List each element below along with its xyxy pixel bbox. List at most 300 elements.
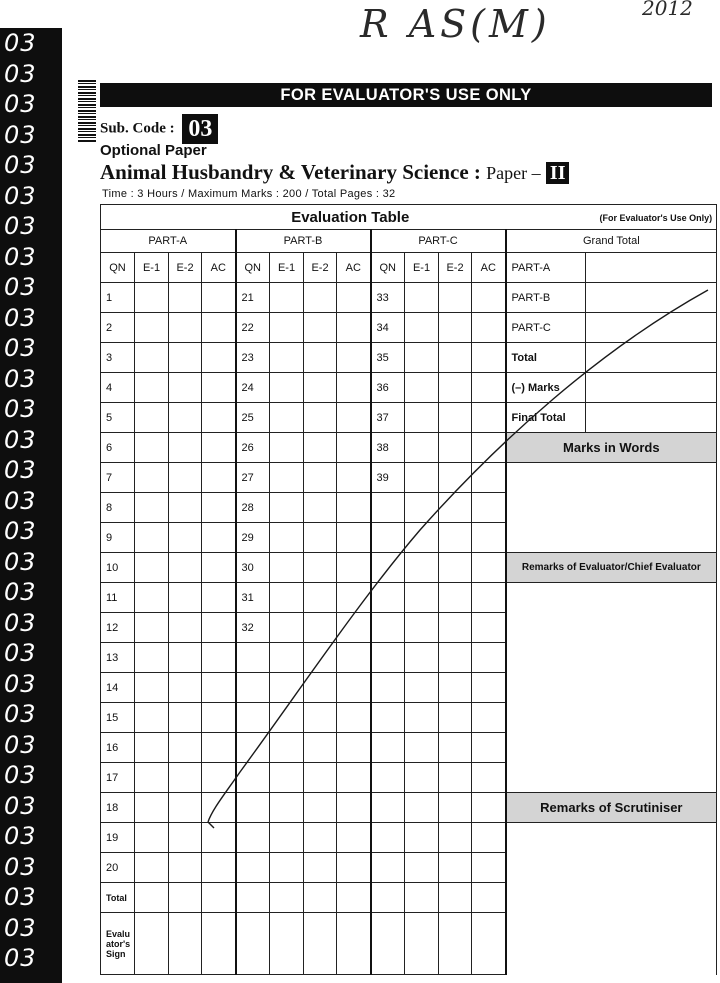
total-cell[interactable] [337, 883, 371, 913]
mark-cell-c-e1[interactable] [405, 673, 439, 703]
mark-cell-a-e2[interactable] [169, 823, 202, 853]
total-cell[interactable] [405, 883, 439, 913]
total-cell[interactable] [169, 883, 202, 913]
question-number-c [371, 853, 405, 883]
side-code: 03 [4, 395, 37, 423]
mark-cell-a-ac[interactable] [202, 313, 236, 343]
sub-code-value: 03 [182, 114, 218, 144]
mark-cell-b-ac[interactable] [337, 433, 371, 463]
mark-cell-c-e1[interactable] [405, 763, 439, 793]
question-number-b: 22 [236, 313, 270, 343]
mark-cell-a-e1[interactable] [135, 523, 169, 553]
question-number-c: 33 [371, 283, 405, 313]
mark-cell-b-e1[interactable] [270, 733, 304, 763]
barcode [78, 80, 96, 142]
mark-cell-b-e2[interactable] [304, 733, 337, 763]
mark-cell-a-e2[interactable] [169, 523, 202, 553]
total-cell[interactable] [304, 883, 337, 913]
paper-number: II [546, 162, 570, 184]
question-number-a: 4 [101, 373, 135, 403]
mark-cell-c-e1[interactable] [405, 463, 439, 493]
mark-cell-a-e1[interactable] [135, 433, 169, 463]
column-header: AC [337, 253, 371, 283]
side-code: 03 [4, 578, 37, 606]
side-code: 03 [4, 517, 37, 545]
remarks-scrutiniser-box[interactable] [506, 823, 717, 975]
mark-cell-b-e2[interactable] [304, 433, 337, 463]
mark-cell-c-e2[interactable] [439, 793, 472, 823]
question-number-a: 11 [101, 583, 135, 613]
marks-in-words-header: Marks in Words [506, 433, 717, 463]
question-number-a: 13 [101, 643, 135, 673]
mark-cell-a-e1[interactable] [135, 463, 169, 493]
mark-cell-c-e2[interactable] [439, 703, 472, 733]
mark-cell-a-e2[interactable] [169, 733, 202, 763]
sign-cell[interactable] [337, 913, 371, 975]
mark-cell-c-e2[interactable] [439, 403, 472, 433]
mark-cell-a-ac[interactable] [202, 553, 236, 583]
mark-cell-c-e2[interactable] [439, 373, 472, 403]
mark-cell-c-e1[interactable] [405, 493, 439, 523]
mark-cell-c-ac[interactable] [472, 493, 506, 523]
mark-cell-a-e2[interactable] [169, 463, 202, 493]
summary-value[interactable] [586, 253, 717, 283]
sign-cell[interactable] [439, 913, 472, 975]
mark-cell-c-e2[interactable] [439, 853, 472, 883]
mark-cell-a-e2[interactable] [169, 283, 202, 313]
mark-cell-c-e2[interactable] [439, 463, 472, 493]
sign-cell[interactable] [236, 913, 270, 975]
mark-cell-b-ac[interactable] [337, 763, 371, 793]
summary-label: Final Total [506, 403, 586, 433]
question-number-c [371, 673, 405, 703]
mark-cell-c-e1[interactable] [405, 643, 439, 673]
total-cell[interactable] [270, 883, 304, 913]
mark-cell-a-e1[interactable] [135, 703, 169, 733]
mark-cell-c-e1[interactable] [405, 343, 439, 373]
sign-cell[interactable] [304, 913, 337, 975]
mark-cell-b-ac[interactable] [337, 493, 371, 523]
mark-cell-b-ac[interactable] [337, 823, 371, 853]
question-number-b: 25 [236, 403, 270, 433]
summary-value[interactable] [586, 343, 717, 373]
mark-cell-a-ac[interactable] [202, 823, 236, 853]
question-number-a: 19 [101, 823, 135, 853]
evaluator-use-note: (For Evaluator's Use Only) [599, 212, 713, 223]
mark-cell-c-ac[interactable] [472, 643, 506, 673]
mark-cell-b-e2[interactable] [304, 553, 337, 583]
mark-cell-a-e1[interactable] [135, 583, 169, 613]
question-number-c [371, 643, 405, 673]
mark-cell-c-ac[interactable] [472, 613, 506, 643]
mark-cell-c-e2[interactable] [439, 433, 472, 463]
mark-cell-b-e2[interactable] [304, 283, 337, 313]
mark-cell-a-e2[interactable] [169, 613, 202, 643]
mark-cell-b-ac[interactable] [337, 733, 371, 763]
mark-cell-a-e1[interactable] [135, 733, 169, 763]
mark-cell-b-e2[interactable] [304, 463, 337, 493]
paper-label: Paper – [486, 163, 541, 183]
mark-cell-b-e2[interactable] [304, 673, 337, 703]
handwritten-label: R AS(M) [360, 2, 551, 46]
mark-cell-c-ac[interactable] [472, 823, 506, 853]
summary-label: (–) Marks [506, 373, 586, 403]
sign-cell[interactable] [135, 913, 169, 975]
mark-cell-b-ac[interactable] [337, 643, 371, 673]
mark-cell-c-ac[interactable] [472, 793, 506, 823]
evaluator-sign-label-line: ator's [106, 938, 131, 949]
column-header: E-2 [439, 253, 472, 283]
question-number-a: 5 [101, 403, 135, 433]
mark-cell-c-e2[interactable] [439, 823, 472, 853]
mark-cell-a-e1[interactable] [135, 313, 169, 343]
total-cell[interactable] [202, 883, 236, 913]
question-number-c: 34 [371, 313, 405, 343]
mark-cell-b-ac[interactable] [337, 373, 371, 403]
mark-cell-b-e2[interactable] [304, 493, 337, 523]
question-number-a: 16 [101, 733, 135, 763]
column-header: E-2 [304, 253, 337, 283]
mark-cell-b-ac[interactable] [337, 343, 371, 373]
mark-cell-c-e2[interactable] [439, 643, 472, 673]
mark-cell-b-ac[interactable] [337, 523, 371, 553]
side-code: 03 [4, 822, 37, 850]
summary-label: PART-C [506, 313, 586, 343]
mark-cell-c-e1[interactable] [405, 583, 439, 613]
mark-cell-a-e1[interactable] [135, 823, 169, 853]
mark-cell-b-e1[interactable] [270, 433, 304, 463]
sign-cell[interactable] [202, 913, 236, 975]
column-header: AC [472, 253, 506, 283]
question-number-c: 38 [371, 433, 405, 463]
mark-cell-c-e1[interactable] [405, 433, 439, 463]
mark-cell-a-e2[interactable] [169, 373, 202, 403]
mark-cell-b-e1[interactable] [270, 583, 304, 613]
mark-cell-b-ac[interactable] [337, 703, 371, 733]
mark-cell-b-e2[interactable] [304, 613, 337, 643]
mark-cell-c-e2[interactable] [439, 583, 472, 613]
mark-cell-c-e1[interactable] [405, 823, 439, 853]
mark-cell-b-e1[interactable] [270, 793, 304, 823]
mark-cell-b-ac[interactable] [337, 853, 371, 883]
question-number-b [236, 733, 270, 763]
mark-cell-c-e2[interactable] [439, 283, 472, 313]
mark-cell-b-ac[interactable] [337, 673, 371, 703]
mark-cell-a-ac[interactable] [202, 283, 236, 313]
mark-cell-a-e2[interactable] [169, 493, 202, 523]
mark-cell-b-e1[interactable] [270, 553, 304, 583]
mark-cell-b-e2[interactable] [304, 643, 337, 673]
mark-cell-c-ac[interactable] [472, 673, 506, 703]
mark-cell-c-e1[interactable] [405, 313, 439, 343]
mark-cell-a-e2[interactable] [169, 643, 202, 673]
mark-cell-a-e2[interactable] [169, 793, 202, 823]
mark-cell-c-e2[interactable] [439, 673, 472, 703]
mark-cell-a-ac[interactable] [202, 733, 236, 763]
side-code: 03 [4, 242, 37, 271]
mark-cell-b-e1[interactable] [270, 673, 304, 703]
mark-cell-b-ac[interactable] [337, 583, 371, 613]
question-number-a: 7 [101, 463, 135, 493]
mark-cell-c-e1[interactable] [405, 733, 439, 763]
mark-cell-b-e1[interactable] [270, 493, 304, 523]
mark-cell-c-e1[interactable] [405, 373, 439, 403]
side-code-strip [0, 28, 62, 983]
mark-cell-c-e1[interactable] [405, 703, 439, 733]
question-number-c: 39 [371, 463, 405, 493]
side-code: 03 [4, 181, 37, 210]
side-code: 03 [4, 425, 37, 454]
mark-cell-a-ac[interactable] [202, 613, 236, 643]
side-code: 03 [4, 944, 37, 972]
mark-cell-c-ac[interactable] [472, 463, 506, 493]
total-cell[interactable] [236, 883, 270, 913]
mark-cell-a-e1[interactable] [135, 673, 169, 703]
mark-cell-a-e1[interactable] [135, 613, 169, 643]
mark-cell-b-ac[interactable] [337, 613, 371, 643]
question-number-a: 1 [101, 283, 135, 313]
remarks-evaluator-box[interactable] [506, 583, 717, 793]
side-code: 03 [4, 334, 37, 362]
side-code: 03 [4, 761, 37, 789]
mark-cell-a-e1[interactable] [135, 493, 169, 523]
side-code: 03 [4, 700, 37, 728]
mark-cell-b-e2[interactable] [304, 343, 337, 373]
mark-cell-c-e2[interactable] [439, 613, 472, 643]
sign-cell[interactable] [472, 913, 506, 975]
marks-in-words-box[interactable] [506, 463, 717, 553]
mark-cell-a-ac[interactable] [202, 583, 236, 613]
mark-cell-b-e1[interactable] [270, 763, 304, 793]
mark-cell-c-ac[interactable] [472, 763, 506, 793]
summary-value[interactable] [586, 373, 717, 403]
subject-name: Animal Husbandry & Veterinary Science : [100, 160, 481, 184]
mark-cell-a-e1[interactable] [135, 763, 169, 793]
column-header: E-1 [135, 253, 169, 283]
mark-cell-a-ac[interactable] [202, 643, 236, 673]
mark-cell-c-ac[interactable] [472, 313, 506, 343]
sign-cell[interactable] [270, 913, 304, 975]
mark-cell-a-ac[interactable] [202, 433, 236, 463]
remarks-scrutiniser-header: Remarks of Scrutiniser [506, 793, 717, 823]
mark-cell-a-e2[interactable] [169, 553, 202, 583]
mark-cell-c-ac[interactable] [472, 553, 506, 583]
mark-cell-c-ac[interactable] [472, 583, 506, 613]
mark-cell-a-ac[interactable] [202, 793, 236, 823]
mark-cell-a-e1[interactable] [135, 343, 169, 373]
sub-code [100, 114, 218, 144]
mark-cell-b-e1[interactable] [270, 313, 304, 343]
mark-cell-b-e1[interactable] [270, 343, 304, 373]
mark-cell-c-e2[interactable] [439, 313, 472, 343]
question-number-a: 12 [101, 613, 135, 643]
question-number-b [236, 643, 270, 673]
optional-paper-label: Optional Paper [100, 142, 207, 159]
mark-cell-b-e2[interactable] [304, 763, 337, 793]
mark-cell-a-e1[interactable] [135, 643, 169, 673]
mark-cell-c-e1[interactable] [405, 553, 439, 583]
question-number-a: 14 [101, 673, 135, 703]
sign-cell[interactable] [371, 913, 405, 975]
mark-cell-c-ac[interactable] [472, 373, 506, 403]
mark-cell-c-ac[interactable] [472, 703, 506, 733]
mark-cell-c-e2[interactable] [439, 343, 472, 373]
mark-cell-a-ac[interactable] [202, 373, 236, 403]
mark-cell-b-e1[interactable] [270, 643, 304, 673]
mark-cell-c-e1[interactable] [405, 853, 439, 883]
mark-cell-b-ac[interactable] [337, 553, 371, 583]
total-cell[interactable] [472, 883, 506, 913]
mark-cell-c-ac[interactable] [472, 523, 506, 553]
question-number-c [371, 613, 405, 643]
mark-cell-b-e2[interactable] [304, 583, 337, 613]
mark-cell-b-e1[interactable] [270, 613, 304, 643]
side-code: 03 [4, 29, 37, 57]
mark-cell-b-e1[interactable] [270, 463, 304, 493]
total-label: Total [101, 883, 135, 913]
mark-cell-b-e1[interactable] [270, 283, 304, 313]
mark-cell-c-e1[interactable] [405, 403, 439, 433]
mark-cell-c-ac[interactable] [472, 433, 506, 463]
part-a-header: PART-A [101, 230, 236, 253]
mark-cell-c-ac[interactable] [472, 403, 506, 433]
side-code: 03 [4, 669, 37, 698]
mark-cell-b-e2[interactable] [304, 853, 337, 883]
mark-cell-a-e2[interactable] [169, 313, 202, 343]
question-number-b: 30 [236, 553, 270, 583]
mark-cell-a-e1[interactable] [135, 373, 169, 403]
side-code: 03 [4, 852, 37, 881]
mark-cell-b-ac[interactable] [337, 283, 371, 313]
mark-cell-b-e1[interactable] [270, 703, 304, 733]
mark-cell-b-e1[interactable] [270, 523, 304, 553]
mark-cell-c-e2[interactable] [439, 763, 472, 793]
side-code: 03 [4, 456, 37, 484]
mark-cell-a-ac[interactable] [202, 493, 236, 523]
mark-cell-b-e2[interactable] [304, 373, 337, 403]
summary-value[interactable] [586, 313, 717, 343]
mark-cell-b-e2[interactable] [304, 703, 337, 733]
mark-cell-c-ac[interactable] [472, 343, 506, 373]
mark-cell-b-e1[interactable] [270, 853, 304, 883]
mark-cell-b-e2[interactable] [304, 523, 337, 553]
question-number-a: 2 [101, 313, 135, 343]
mark-cell-a-e2[interactable] [169, 853, 202, 883]
mark-cell-c-e2[interactable] [439, 553, 472, 583]
question-number-c [371, 823, 405, 853]
mark-cell-b-e2[interactable] [304, 793, 337, 823]
question-number-c: 35 [371, 343, 405, 373]
mark-cell-a-e1[interactable] [135, 793, 169, 823]
question-number-a: 17 [101, 763, 135, 793]
mark-cell-c-e1[interactable] [405, 793, 439, 823]
mark-cell-a-e2[interactable] [169, 433, 202, 463]
mark-cell-a-e1[interactable] [135, 403, 169, 433]
column-header: QN [371, 253, 405, 283]
mark-cell-a-ac[interactable] [202, 853, 236, 883]
question-number-b: 32 [236, 613, 270, 643]
mark-cell-b-ac[interactable] [337, 403, 371, 433]
question-number-a: 6 [101, 433, 135, 463]
side-code: 03 [4, 273, 37, 301]
mark-cell-b-ac[interactable] [337, 793, 371, 823]
sub-code-label: Sub. Code : [100, 120, 175, 137]
mark-cell-c-e2[interactable] [439, 733, 472, 763]
mark-cell-c-e1[interactable] [405, 523, 439, 553]
sign-cell[interactable] [405, 913, 439, 975]
summary-value[interactable] [586, 283, 717, 313]
question-number-c [371, 703, 405, 733]
mark-cell-a-e1[interactable] [135, 283, 169, 313]
question-number-b: 29 [236, 523, 270, 553]
mark-cell-c-e2[interactable] [439, 523, 472, 553]
mark-cell-a-ac[interactable] [202, 463, 236, 493]
mark-cell-c-ac[interactable] [472, 853, 506, 883]
column-header: E-1 [405, 253, 439, 283]
mark-cell-a-e1[interactable] [135, 553, 169, 583]
mark-cell-a-e1[interactable] [135, 853, 169, 883]
mark-cell-b-ac[interactable] [337, 313, 371, 343]
mark-cell-c-e2[interactable] [439, 493, 472, 523]
summary-value[interactable] [586, 403, 717, 433]
question-number-a: 10 [101, 553, 135, 583]
question-number-c [371, 553, 405, 583]
evaluator-banner: FOR EVALUATOR'S USE ONLY [100, 83, 712, 107]
mark-cell-a-ac[interactable] [202, 403, 236, 433]
total-cell[interactable] [439, 883, 472, 913]
mark-cell-a-e2[interactable] [169, 763, 202, 793]
mark-cell-a-ac[interactable] [202, 763, 236, 793]
question-number-b [236, 853, 270, 883]
mark-cell-a-e2[interactable] [169, 583, 202, 613]
mark-cell-a-e2[interactable] [169, 703, 202, 733]
mark-cell-b-e1[interactable] [270, 823, 304, 853]
mark-cell-b-e1[interactable] [270, 373, 304, 403]
mark-cell-a-e2[interactable] [169, 673, 202, 703]
mark-cell-b-e2[interactable] [304, 823, 337, 853]
evaluation-table-header [101, 205, 717, 230]
mark-cell-b-e1[interactable] [270, 403, 304, 433]
question-number-a: 18 [101, 793, 135, 823]
subject-title [100, 160, 569, 185]
mark-cell-a-ac[interactable] [202, 523, 236, 553]
mark-cell-c-ac[interactable] [472, 733, 506, 763]
mark-cell-b-ac[interactable] [337, 463, 371, 493]
side-code: 03 [4, 791, 37, 820]
side-code: 03 [4, 608, 37, 637]
mark-cell-a-e2[interactable] [169, 403, 202, 433]
side-code: 03 [4, 120, 37, 149]
mark-cell-c-e1[interactable] [405, 613, 439, 643]
mark-cell-b-e2[interactable] [304, 403, 337, 433]
total-cell[interactable] [371, 883, 405, 913]
mark-cell-a-ac[interactable] [202, 673, 236, 703]
question-number-b: 23 [236, 343, 270, 373]
question-number-c [371, 733, 405, 763]
mark-cell-a-e2[interactable] [169, 343, 202, 373]
side-code: 03 [4, 90, 37, 118]
sign-cell[interactable] [169, 913, 202, 975]
mark-cell-a-ac[interactable] [202, 703, 236, 733]
time-marks-line: Time : 3 Hours / Maximum Marks : 200 / Total Pages : 32 [102, 188, 396, 200]
mark-cell-c-ac[interactable] [472, 283, 506, 313]
question-number-a: 15 [101, 703, 135, 733]
total-cell[interactable] [135, 883, 169, 913]
mark-cell-c-e1[interactable] [405, 283, 439, 313]
question-number-b [236, 793, 270, 823]
mark-cell-a-ac[interactable] [202, 343, 236, 373]
mark-cell-b-e2[interactable] [304, 313, 337, 343]
